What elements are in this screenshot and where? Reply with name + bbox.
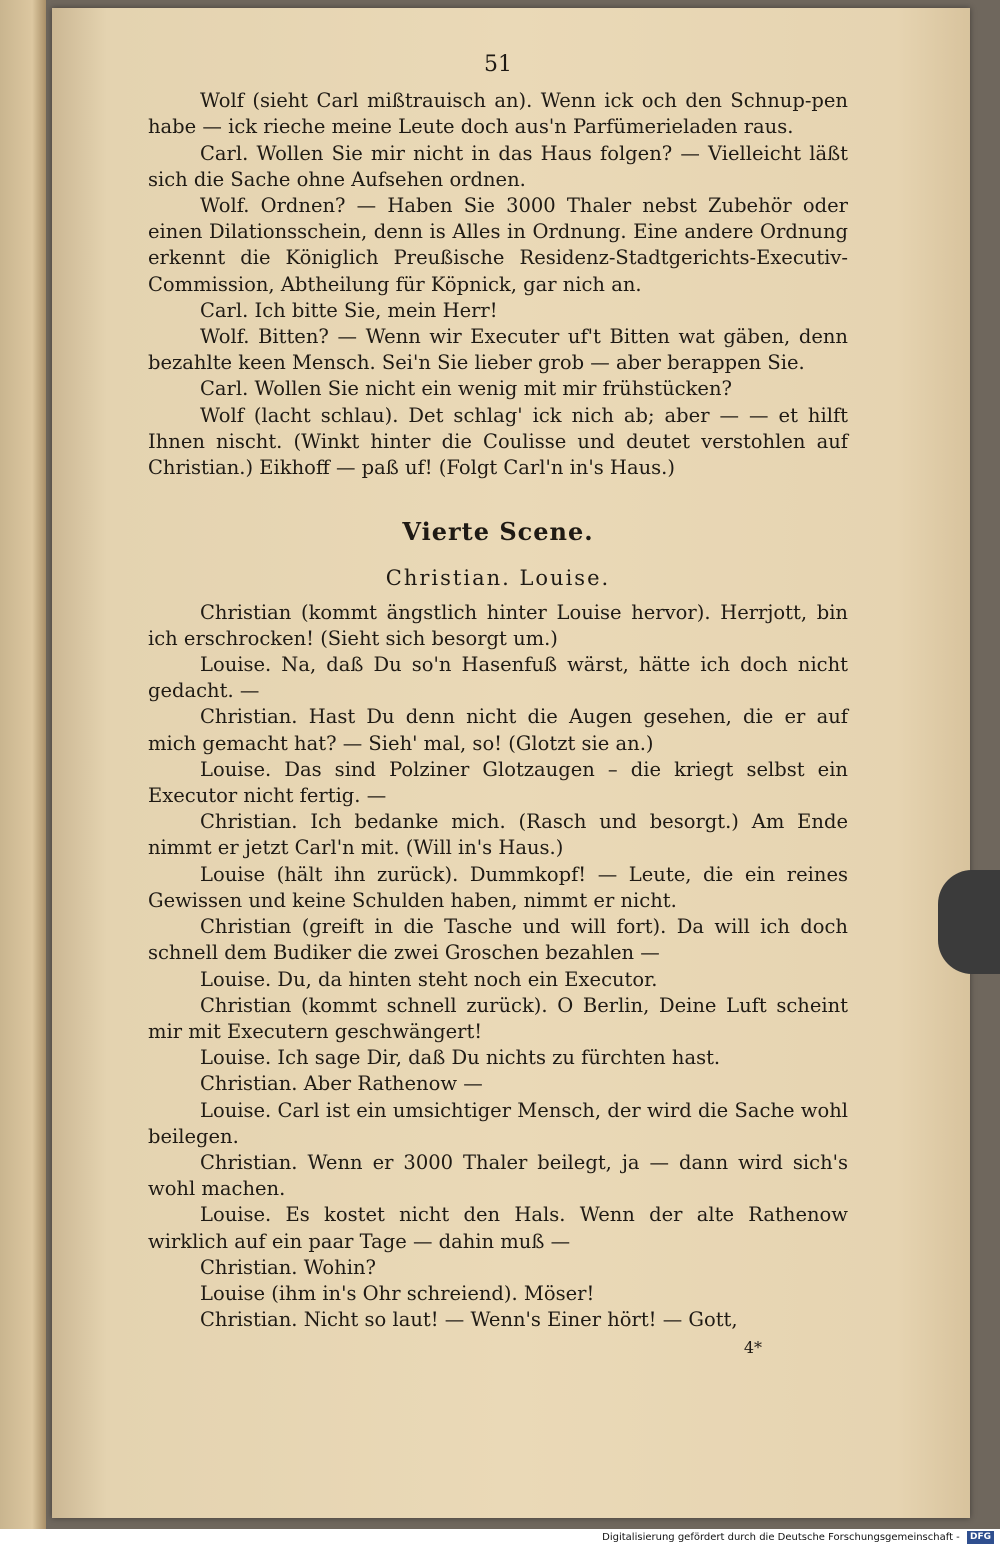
dialogue-line: Louise (ihm in's Ohr schreiend). Möser! bbox=[200, 1281, 595, 1305]
dfg-logo: DFG bbox=[967, 1531, 994, 1544]
dialogue-line: Louise (hält ihn zurück). Dummkopf! — Leute, die ein reines Gewissen und keine Schulden haben, nimmt er nicht. bbox=[148, 862, 848, 912]
dialogue-line: Louise. Ich sage Dir, daß Du nichts zu fürchten hast. bbox=[200, 1046, 721, 1070]
page-content bbox=[148, 52, 848, 1362]
dialogue-line: Wolf (sieht Carl mißtrauisch an). Wenn ick och den Schnup-pen habe — ick rieche meine Leute doch aus'n Parfümerieladen raus. bbox=[148, 89, 848, 139]
dialogue-line: Wolf. Bitten? — Wenn wir Executer uf't Bitten wat gäben, denn bezahlte keen Mensch. Sei'n Sie lieber grob — aber berappen Sie. bbox=[148, 325, 848, 375]
dialogue-line: Louise. Carl ist ein umsichtiger Mensch, der wird die Sache wohl beilegen. bbox=[148, 1098, 848, 1148]
left-page-edge bbox=[0, 0, 46, 1530]
dialogue-line: Christian. Hast Du denn nicht die Augen gesehen, die er auf mich gemacht hat? — Sieh' mal, so! (Glotzt sie an.) bbox=[148, 705, 848, 755]
page-tab-marker bbox=[938, 870, 1000, 974]
dialogue-line: Louise. Es kostet nicht den Hals. Wenn der alte Rathenow wirklich auf ein paar Tage — dahin muß — bbox=[148, 1203, 848, 1253]
signature-mark: 4* bbox=[743, 1338, 762, 1358]
footer-bar bbox=[0, 1529, 1000, 1546]
footer-credit: Digitalisierung gefördert durch die Deutsche Forschungsgemeinschaft - bbox=[602, 1532, 960, 1543]
scene-title: Vierte Scene. bbox=[402, 517, 594, 547]
scene-cast: Christian. Louise. bbox=[385, 566, 611, 591]
dialogue-line: Louise. Das sind Polziner Glotzaugen – die kriegt selbst ein Executor nicht fertig. — bbox=[148, 757, 848, 808]
dialogue-line: Carl. Wollen Sie mir nicht in das Haus folgen? — Vielleicht läßt sich die Sache ohne Aufsehen ordnen. bbox=[148, 141, 848, 191]
dialogue-line: Christian. Aber Rathenow — bbox=[200, 1072, 483, 1096]
dialogue-line: Wolf. Ordnen? — Haben Sie 3000 Thaler nebst Zubehör oder einen Dilationsschein, denn is Alles in Ordnung. Eine andere Ordnung erkennt die Königlich Preußische Residenz-Stadtgerichts-Executiv-Commission, Abtheilung für Köpnick, gar nich an. bbox=[148, 194, 848, 296]
dialogue-line: Christian. Wenn er 3000 Thaler beilegt, ja — dann wird sich's wohl machen. bbox=[148, 1150, 848, 1201]
page-number: 51 bbox=[484, 52, 512, 77]
dialogue-line: Christian (kommt schnell zurück). O Berlin, Deine Luft scheint mir mit Executern geschwängert! bbox=[148, 993, 848, 1043]
dialogue-line: Christian. Nicht so laut! — Wenn's Einer hört! — Gott, bbox=[200, 1308, 738, 1332]
dialogue-line: Carl. Ich bitte Sie, mein Herr! bbox=[200, 298, 498, 322]
dialogue-line: Christian. Wohin? bbox=[200, 1255, 376, 1279]
dialogue-line: Christian (greift in die Tasche und will fort). Da will ich doch schnell dem Budiker die zwei Groschen bezahlen — bbox=[148, 915, 848, 965]
dialogue-line: Wolf (lacht schlau). Det schlag' ick nich ab; aber — — et hilft Ihnen nischt. (Winkt hinter die Coulisse und deutet verstohlen auf Christian.) Eikhoff — paß uf! (Folgt Carl'n in's Haus.) bbox=[148, 403, 848, 480]
dialogue-line: Christian (kommt ängstlich hinter Louise hervor). Herrjott, bin ich erschrocken! (Sieht sich besorgt um.) bbox=[148, 600, 848, 650]
dialogue-line: Louise. Na, daß Du so'n Hasenfuß wärst, hätte ich doch nicht gedacht. — bbox=[148, 653, 848, 703]
dialogue-line: Christian. Ich bedanke mich. (Rasch und besorgt.) Am Ende nimmt er jetzt Carl'n mit. (Will in's Haus.) bbox=[148, 810, 848, 860]
dialogue-line: Carl. Wollen Sie nicht ein wenig mit mir frühstücken? bbox=[200, 377, 732, 401]
dialogue-line: Louise. Du, da hinten steht noch ein Executor. bbox=[200, 967, 658, 991]
